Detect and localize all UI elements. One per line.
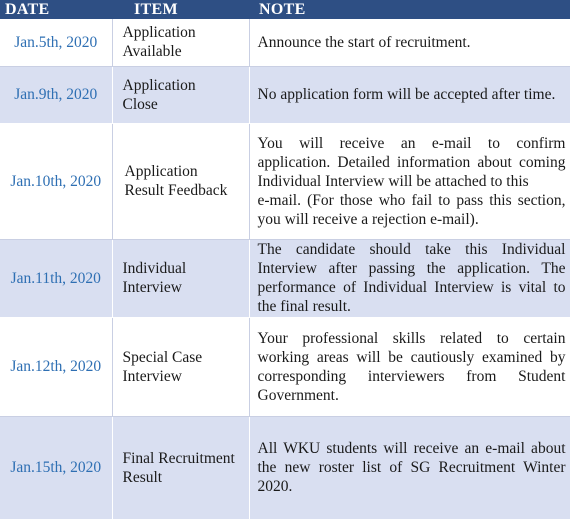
header-date: DATE — [0, 0, 112, 19]
note-cell: The candidate should take this Individual Interview after passing the application. The performance of Individual Interview is vital to the final result. — [249, 239, 570, 317]
item-cell — [112, 19, 249, 66]
item-line: Interview — [122, 279, 182, 296]
date-cell: Jan.11th, 2020 — [0, 239, 112, 317]
item-line: Final Recruitment — [122, 449, 235, 467]
table-row — [0, 123, 570, 239]
date-cell: Jan.12th, 2020 — [0, 317, 112, 416]
item-line: Application — [122, 24, 196, 42]
date-cell: Jan.15th, 2020 — [0, 416, 112, 519]
item-line: Close — [122, 95, 158, 113]
item-cell — [112, 416, 249, 519]
header-note: NOTE — [249, 0, 570, 19]
note-cell — [249, 123, 570, 239]
item-line: Interview — [122, 367, 182, 385]
note-cell: Announce the start of recruitment. — [249, 19, 570, 66]
date-cell: Jan.9th, 2020 — [0, 66, 112, 123]
note-cell: Your professional skills related to certain working areas will be cautiously examined by corresponding interviewers from Student Government. — [249, 317, 570, 416]
item-line: Result Feedback — [124, 182, 228, 199]
note-line: You will receive an e-mail to confirm application. Detailed information about coming Individual Interview will be attached to this — [257, 134, 566, 190]
item-cell — [112, 239, 249, 317]
table-row — [0, 19, 570, 66]
item-line: Application — [124, 163, 198, 180]
item-line: Application — [122, 76, 196, 94]
header-row — [0, 0, 570, 19]
item-cell — [112, 66, 249, 123]
note-cell: No application form will be accepted after time. — [249, 66, 570, 123]
item-cell — [112, 123, 249, 239]
note-cell: All WKU students will receive an e-mail about the new roster list of SG Recruitment Winter 2020. — [249, 416, 570, 519]
note-line: e-mail. (For those who fail to pass this section, you will receive a rejection e-mail). — [257, 191, 566, 228]
table-row — [0, 66, 570, 123]
table-row — [0, 317, 570, 416]
item-cell — [112, 317, 249, 416]
item-line: Individual — [122, 260, 187, 277]
date-cell: Jan.10th, 2020 — [0, 123, 112, 239]
table-row — [0, 416, 570, 519]
header-item: ITEM — [112, 0, 249, 19]
item-line: Available — [122, 43, 182, 61]
item-line: Special Case — [122, 348, 203, 366]
item-line: Result — [122, 468, 163, 486]
table-row — [0, 239, 570, 317]
date-cell: Jan.5th, 2020 — [0, 19, 112, 66]
